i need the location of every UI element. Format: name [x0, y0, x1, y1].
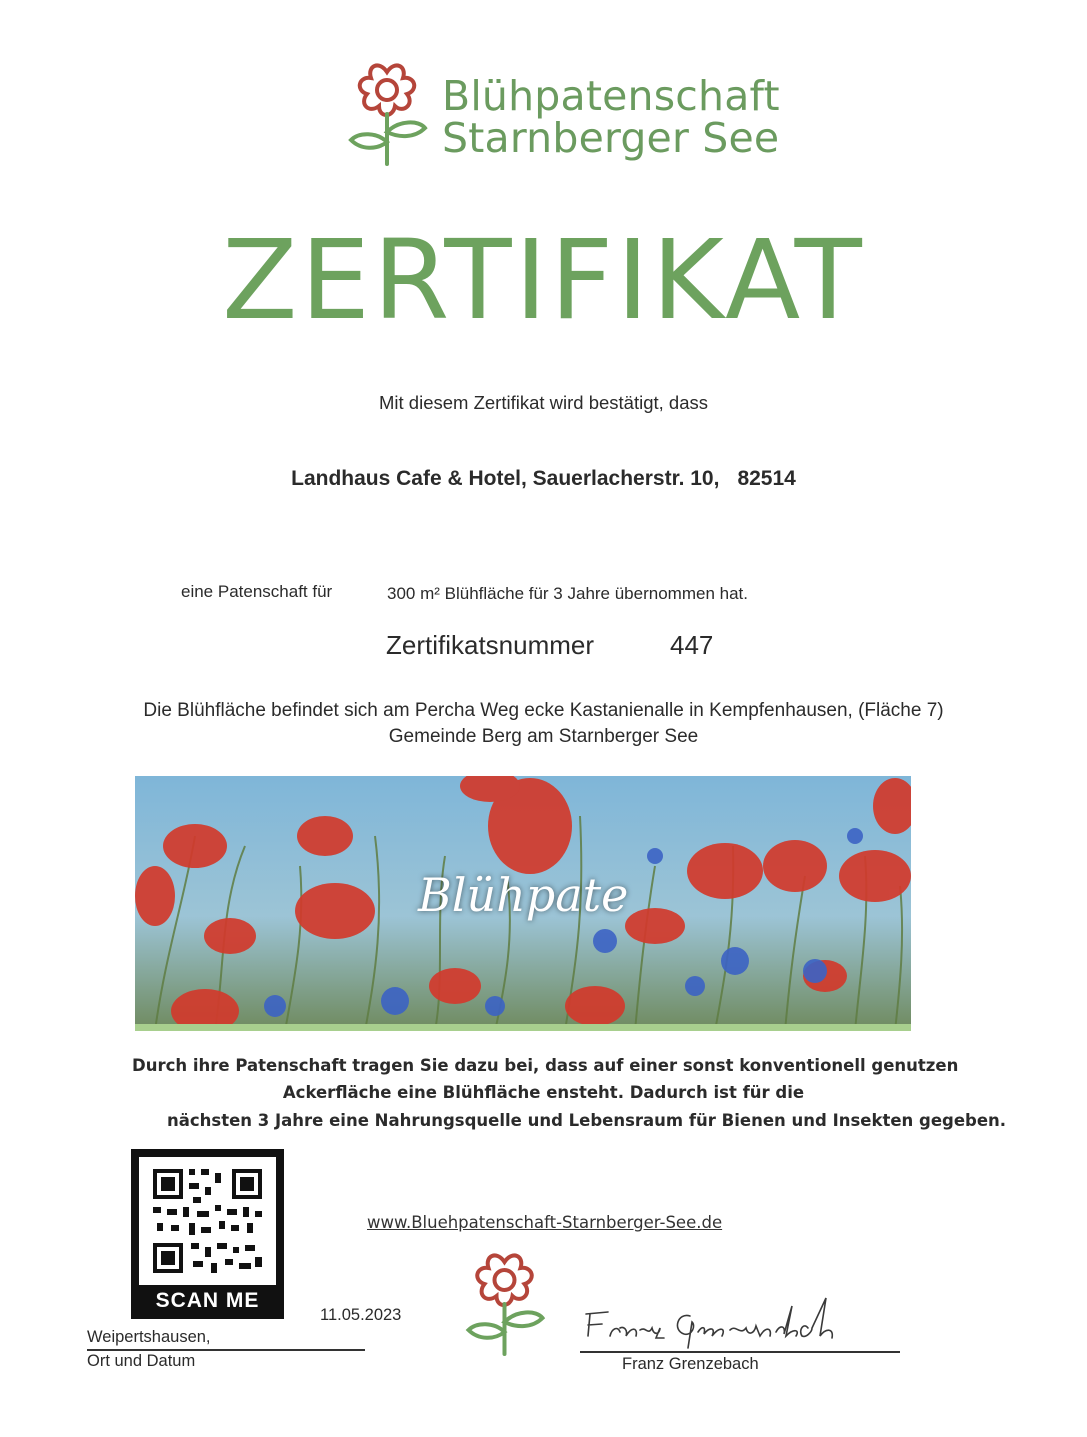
- place-date-caption: Ort und Datum: [87, 1352, 196, 1370]
- date: 11.05.2023: [320, 1306, 402, 1324]
- info-line-2: Ackerfläche eine Blühfläche ensteht. Dadurch ist für die: [282, 1083, 805, 1102]
- info-line-3: nächsten 3 Jahre eine Nahrungsquelle und Lebensraum für Bienen und Insekten gegeben.: [167, 1111, 1007, 1130]
- info-line-1: Durch ihre Patenschaft tragen Sie dazu bei, dass auf einer sonst konventionell genutzen: [132, 1056, 959, 1075]
- certificate-title: ZERTIFIKAT: [222, 216, 865, 344]
- certificate-number: 447: [670, 630, 714, 660]
- intro-text: Mit diesem Zertifikat wird bestätigt, dass: [379, 392, 708, 413]
- scan-me-label: SCAN ME: [155, 1289, 260, 1312]
- certificate-number-label: Zertifikatsnummer: [386, 630, 595, 660]
- signature-line: [580, 1351, 900, 1353]
- flower-icon: [460, 1248, 550, 1358]
- handwritten-signature: [580, 1292, 870, 1350]
- flower-logo-icon: [345, 58, 430, 168]
- holder-line: [0, 467, 1087, 491]
- sponsorship-label: eine Patenschaft für: [181, 582, 333, 601]
- holder-postal-code: 82514: [737, 467, 796, 490]
- qr-code[interactable]: [131, 1149, 284, 1319]
- brand-line-1: Blühpatenschaft: [442, 72, 780, 120]
- location-line-1: Die Blühfläche befindet sich am Percha Weg ecke Kastanienalle in Kempfenhausen, (Fläche 7): [143, 700, 944, 721]
- sponsorship-text: 300 m² Blühfläche für 3 Jahre übernommen hat.: [387, 584, 748, 603]
- location-line-2: Gemeinde Berg am Starnberger See: [388, 726, 699, 747]
- brand-line-2: Starnberger See: [442, 114, 780, 162]
- place-date-line: [87, 1349, 365, 1351]
- qr-code-image: [139, 1157, 276, 1285]
- banner-caption: Blühpate: [418, 868, 629, 922]
- website-link[interactable]: www.Bluehpatenschaft-Starnberger-See.de: [367, 1213, 723, 1232]
- signer-name: Franz Grenzebach: [622, 1355, 759, 1373]
- holder-name: Landhaus Cafe & Hotel, Sauerlacherstr. 10,: [291, 467, 720, 490]
- place: Weipertshausen,: [87, 1328, 211, 1346]
